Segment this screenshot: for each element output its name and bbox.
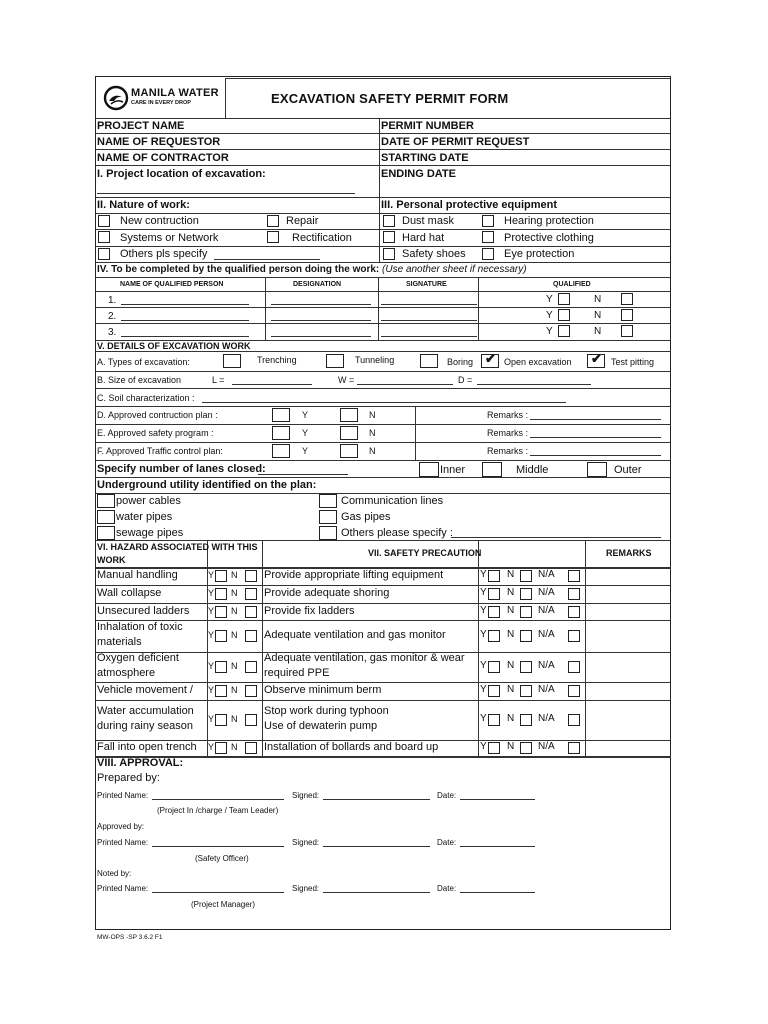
precaution-yes-label: Y xyxy=(480,684,487,695)
designation-blank[interactable] xyxy=(271,304,371,305)
hazard-yes-label: Y xyxy=(208,630,215,640)
hazard-no-checkbox[interactable] xyxy=(245,606,257,618)
role-noted: (Project Manager) xyxy=(191,900,256,909)
brand-tagline: CARE IN EVERY DROP xyxy=(131,100,191,106)
printed-name-label: Printed Name: xyxy=(97,884,149,893)
no-label: N xyxy=(594,310,602,321)
gas-pipes-checkbox[interactable] xyxy=(319,510,337,524)
hazard-yes-label: Y xyxy=(208,570,215,580)
qualified-heading-text: IV. To be completed by the qualified person doing the work: xyxy=(97,264,380,275)
sewage-pipes-label: sewage pipes xyxy=(116,527,184,539)
contractor-label: NAME OF CONTRACTOR xyxy=(97,152,229,164)
date-blank[interactable] xyxy=(460,846,535,847)
printed-name-blank[interactable] xyxy=(152,892,284,893)
plan-f-yes-label: Y xyxy=(302,446,309,456)
col-designation: DESIGNATION xyxy=(293,281,342,288)
plan-f-no-checkbox[interactable] xyxy=(340,444,358,458)
no-label: N xyxy=(594,326,602,337)
repair-checkbox[interactable] xyxy=(267,215,279,227)
precaution-no-checkbox[interactable] xyxy=(520,685,532,697)
precaution-no-label: N xyxy=(507,741,515,752)
precaution-yes-label: Y xyxy=(480,741,487,752)
plan-e-remarks-label: Remarks : xyxy=(487,428,529,438)
designation-blank[interactable] xyxy=(271,336,371,337)
plan-f-remarks-blank[interactable] xyxy=(530,455,661,456)
utility-heading: Underground utility identified on the plan: xyxy=(97,479,317,491)
precaution-na-checkbox[interactable] xyxy=(568,570,580,582)
precaution-yes-label: Y xyxy=(480,587,487,598)
hazard-no-label: N xyxy=(231,742,238,752)
hazard-yes-label: Y xyxy=(208,742,215,752)
precaution-no-checkbox[interactable] xyxy=(520,661,532,673)
others-specify-checkbox[interactable] xyxy=(98,248,110,260)
name-blank[interactable] xyxy=(121,304,249,305)
yes-label: Y xyxy=(546,294,553,305)
yes-checkbox[interactable] xyxy=(558,325,570,337)
location-blank[interactable] xyxy=(97,193,355,194)
precaution-na-label: N/A xyxy=(538,660,555,671)
precaution-yes-checkbox[interactable] xyxy=(488,630,500,642)
precaution-text: Provide appropriate lifting equipment xyxy=(264,569,444,581)
new-construction-checkbox[interactable] xyxy=(98,215,110,227)
communication-lines-checkbox[interactable] xyxy=(319,494,337,508)
no-label: N xyxy=(594,294,602,305)
hazard-text: Manual handling xyxy=(97,569,178,581)
role-prepared: (Project In /charge / Team Leader) xyxy=(157,806,279,815)
safety-shoes-label: Safety shoes xyxy=(402,248,466,260)
hazard-col-line2: WORK xyxy=(97,555,126,565)
others-specify-label: Others pls specify xyxy=(120,248,208,260)
date-label: Date: xyxy=(437,884,457,893)
gas-pipes-label: Gas pipes xyxy=(341,511,391,523)
rectification-label: Rectification xyxy=(292,232,352,244)
size-l-blank[interactable] xyxy=(232,384,312,385)
hazard-no-label: N xyxy=(231,630,238,640)
hazard-yes-checkbox[interactable] xyxy=(215,685,227,697)
plan-d-no-label: N xyxy=(369,410,376,420)
precaution-yes-label: Y xyxy=(480,604,487,616)
signed-blank[interactable] xyxy=(323,846,430,847)
precaution-no-label: N xyxy=(507,713,515,724)
qualified-heading-note: (Use another sheet if necessary) xyxy=(382,264,527,275)
yes-checkbox[interactable] xyxy=(558,293,570,305)
signed-blank[interactable] xyxy=(323,892,430,893)
precaution-no-label: N xyxy=(507,604,515,616)
precaution-text: Stop work during typhoon xyxy=(264,705,389,717)
precaution-yes-checkbox[interactable] xyxy=(488,588,500,600)
date-request-label: DATE OF PERMIT REQUEST xyxy=(381,136,530,148)
size-d-label: D = xyxy=(458,375,473,385)
precaution-yes-checkbox[interactable] xyxy=(488,685,500,697)
size-d-blank[interactable] xyxy=(477,384,591,385)
row-divider xyxy=(95,682,671,683)
noted-by-label: Noted by: xyxy=(97,869,132,878)
precaution-na-label: N/A xyxy=(538,684,555,695)
eye-protection-checkbox[interactable] xyxy=(482,248,494,260)
remarks-cell[interactable] xyxy=(586,741,670,755)
signature-blank[interactable] xyxy=(381,320,477,321)
starting-date-label: STARTING DATE xyxy=(381,152,469,164)
yes-label: Y xyxy=(546,326,553,337)
hazard-no-checkbox[interactable] xyxy=(245,630,257,642)
name-blank[interactable] xyxy=(121,336,249,337)
col-signature: SIGNATURE xyxy=(406,281,447,288)
plan-d-label: D. Approved contruction plan : xyxy=(97,410,218,420)
precaution-no-label: N xyxy=(507,660,515,671)
lanes-blank[interactable] xyxy=(258,474,348,475)
size-w-label: W = xyxy=(338,375,355,385)
printed-name-blank[interactable] xyxy=(152,846,284,847)
plan-e-remarks-blank[interactable] xyxy=(530,437,661,438)
communication-lines-label: Communication lines xyxy=(341,495,444,507)
hard-hat-label: Hard hat xyxy=(402,232,445,244)
printed-name-label: Printed Name: xyxy=(97,791,149,800)
hazard-yes-label: Y xyxy=(208,605,215,616)
precaution-no-label: N xyxy=(507,587,515,598)
new-construction-label: New contruction xyxy=(120,215,199,227)
plan-f-label: F. Approved Traffic control plan: xyxy=(97,446,223,456)
row-number: 2. xyxy=(108,311,117,322)
hazard-no-checkbox[interactable] xyxy=(245,742,257,754)
tunneling-checkbox[interactable] xyxy=(326,354,344,368)
yes-label: Y xyxy=(546,310,553,321)
remarks-cell[interactable] xyxy=(586,621,670,651)
soil-blank[interactable] xyxy=(202,402,566,403)
precaution-no-label: N xyxy=(507,569,515,580)
water-pipes-label: water pipes xyxy=(116,511,173,523)
precaution-text: Adequate ventilation, gas monitor & wear xyxy=(264,652,465,664)
hazard-yes-label: Y xyxy=(208,661,215,671)
plan-f-yes-checkbox[interactable] xyxy=(272,444,290,458)
hazard-yes-checkbox[interactable] xyxy=(215,661,227,673)
dust-mask-label: Dust mask xyxy=(402,215,454,227)
plan-d-remarks-blank[interactable] xyxy=(530,419,661,420)
boring-label: Boring xyxy=(447,357,474,367)
others-utility-blank[interactable] xyxy=(451,537,661,538)
col-qualified-name: NAME OF QUALIFIED PERSON xyxy=(120,281,224,288)
hazard-yes-checkbox[interactable] xyxy=(215,570,227,582)
hazard-text: Wall collapse xyxy=(97,587,162,599)
remarks-cell[interactable] xyxy=(586,701,670,739)
precaution-no-checkbox[interactable] xyxy=(520,742,532,754)
plan-d-yes-label: Y xyxy=(302,410,309,420)
printed-name-label: Printed Name: xyxy=(97,838,149,847)
power-cables-label: power cables xyxy=(116,495,181,507)
hazard-no-checkbox[interactable] xyxy=(245,661,257,673)
permit-number-label: PERMIT NUMBER xyxy=(381,120,474,132)
precaution-no-label: N xyxy=(507,684,515,695)
eye-protection-label: Eye protection xyxy=(504,248,575,260)
printed-name-blank[interactable] xyxy=(152,799,284,800)
qualified-heading xyxy=(97,264,527,275)
remarks-col: REMARKS xyxy=(606,548,652,558)
precaution-col: VII. SAFETY PRECAUTION xyxy=(368,548,482,558)
size-l-label: L = xyxy=(212,375,225,385)
hazard-text: Water accumulation xyxy=(97,705,194,717)
precaution-na-label: N/A xyxy=(538,604,555,616)
precaution-no-label: N xyxy=(507,629,515,640)
precaution-no-checkbox[interactable] xyxy=(520,714,532,726)
hazard-text: atmosphere xyxy=(97,667,156,679)
precaution-no-checkbox[interactable] xyxy=(520,570,532,582)
approval-heading: VIII. APPROVAL: xyxy=(97,757,184,769)
requestor-label: NAME OF REQUESTOR xyxy=(97,136,221,148)
brand-name: MANILA WATER xyxy=(131,87,219,99)
date-blank[interactable] xyxy=(460,892,535,893)
safety-shoes-checkbox[interactable] xyxy=(383,248,395,260)
lanes-label: Specify number of lanes closed: xyxy=(97,463,266,475)
precaution-no-checkbox[interactable] xyxy=(520,606,532,618)
manila-water-logo-icon xyxy=(103,85,129,111)
water-pipes-checkbox[interactable] xyxy=(97,510,115,524)
trenching-label: Trenching xyxy=(257,355,297,365)
types-label: A. Types of excavation: xyxy=(97,357,190,367)
signature-blank[interactable] xyxy=(381,304,477,305)
precaution-na-label: N/A xyxy=(538,587,555,598)
prepared-by-label: Prepared by: xyxy=(97,772,160,784)
date-label: Date: xyxy=(437,838,457,847)
precaution-na-checkbox[interactable] xyxy=(568,714,580,726)
soil-label: C. Soil characterization : xyxy=(97,393,195,403)
plan-e-yes-label: Y xyxy=(302,428,309,438)
hazard-text: Fall into open trench xyxy=(97,741,197,753)
precaution-text: Provide fix ladders xyxy=(264,604,355,617)
hazard-yes-checkbox[interactable] xyxy=(215,714,227,726)
row-number: 3. xyxy=(108,327,117,338)
systems-network-label: Systems or Network xyxy=(120,232,219,244)
hazard-yes-label: Y xyxy=(208,714,215,724)
hazard-yes-checkbox[interactable] xyxy=(215,588,227,600)
precaution-na-checkbox[interactable] xyxy=(568,685,580,697)
protective-clothing-label: Protective clothing xyxy=(504,232,594,244)
precaution-na-label: N/A xyxy=(538,713,555,724)
precaution-yes-label: Y xyxy=(480,660,487,671)
precaution-na-checkbox[interactable] xyxy=(568,630,580,642)
precaution-yes-checkbox[interactable] xyxy=(488,570,500,582)
precaution-text: Adequate ventilation and gas monitor xyxy=(264,629,446,641)
plan-e-no-checkbox[interactable] xyxy=(340,426,358,440)
plan-d-remarks-label: Remarks : xyxy=(487,410,529,420)
hazard-no-label: N xyxy=(231,588,238,598)
hazard-text: Oxygen deficient xyxy=(97,652,179,664)
precaution-text: Provide adequate shoring xyxy=(264,587,390,599)
hazard-no-label: N xyxy=(231,714,238,724)
form-title: EXCAVATION SAFETY PERMIT FORM xyxy=(271,91,509,106)
hazard-yes-checkbox[interactable] xyxy=(215,742,227,754)
date-blank[interactable] xyxy=(460,799,535,800)
hazard-text: Inhalation of toxic xyxy=(97,621,183,633)
hazard-col-line1: VI. HAZARD ASSOCIATED WITH THIS xyxy=(97,542,258,552)
others-specify-blank[interactable] xyxy=(214,259,320,260)
precaution-na-checkbox[interactable] xyxy=(568,742,580,754)
rectification-checkbox[interactable] xyxy=(267,231,279,243)
lane-middle-checkbox[interactable] xyxy=(482,462,502,477)
lane-inner-label: Inner xyxy=(440,464,466,476)
plan-d-yes-checkbox[interactable] xyxy=(272,408,290,422)
precaution-yes-label: Y xyxy=(480,713,487,724)
ending-date-label: ENDING DATE xyxy=(381,168,456,180)
col-qualified: QUALIFIED xyxy=(553,281,591,288)
others-utility-label: Others please specify : xyxy=(341,527,453,539)
plan-e-label: E. Approved safety program : xyxy=(97,428,214,438)
test-pitting-label: Test pitting xyxy=(611,357,655,367)
date-label: Date: xyxy=(437,791,457,800)
hazard-text: Unsecured ladders xyxy=(97,604,190,617)
repair-label: Repair xyxy=(286,215,319,227)
remarks-cell[interactable] xyxy=(586,604,670,619)
remarks-cell[interactable] xyxy=(586,653,670,681)
precaution-text: Use of dewaterin pump xyxy=(264,720,378,732)
precaution-yes-checkbox[interactable] xyxy=(488,714,500,726)
hearing-protection-label: Hearing protection xyxy=(504,215,594,227)
hazard-no-label: N xyxy=(231,570,238,580)
power-cables-checkbox[interactable] xyxy=(97,494,115,508)
precaution-na-checkbox[interactable] xyxy=(568,661,580,673)
tunneling-label: Tunneling xyxy=(355,355,395,365)
plan-f-remarks-label: Remarks : xyxy=(487,446,529,456)
precaution-na-checkbox[interactable] xyxy=(568,606,580,618)
hazard-no-checkbox[interactable] xyxy=(245,714,257,726)
signed-label: Signed: xyxy=(292,838,320,847)
precaution-yes-label: Y xyxy=(480,629,487,640)
no-checkbox[interactable] xyxy=(621,309,633,321)
signed-label: Signed: xyxy=(292,791,320,800)
row-divider xyxy=(95,700,671,701)
hazard-text: during rainy season xyxy=(97,720,194,732)
precaution-text: required PPE xyxy=(264,667,330,679)
project-name-label: PROJECT NAME xyxy=(97,120,185,132)
lane-outer-checkbox[interactable] xyxy=(587,462,607,477)
yes-checkbox[interactable] xyxy=(558,309,570,321)
row-number: 1. xyxy=(108,295,117,306)
size-w-blank[interactable] xyxy=(357,384,453,385)
precaution-na-label: N/A xyxy=(538,741,555,752)
dust-mask-checkbox[interactable] xyxy=(383,215,395,227)
ppe-heading: III. Personal protective equipment xyxy=(381,199,558,211)
others-utility-checkbox[interactable] xyxy=(319,526,337,540)
precaution-text: Installation of bollards and board up xyxy=(264,741,439,753)
open-excavation-label: Open excavation xyxy=(504,357,572,367)
hazard-no-checkbox[interactable] xyxy=(245,685,257,697)
hazard-text: Vehicle movement / xyxy=(97,684,193,696)
plan-f-no-label: N xyxy=(369,446,376,456)
precaution-text: Observe minimum berm xyxy=(264,684,382,696)
trenching-checkbox[interactable] xyxy=(223,354,241,368)
lane-inner-checkbox[interactable] xyxy=(419,462,439,477)
hazard-yes-label: Y xyxy=(208,588,215,598)
name-blank[interactable] xyxy=(121,320,249,321)
plan-d-no-checkbox[interactable] xyxy=(340,408,358,422)
hazard-yes-label: Y xyxy=(208,685,215,695)
designation-blank[interactable] xyxy=(271,320,371,321)
precaution-no-checkbox[interactable] xyxy=(520,588,532,600)
hazard-text: materials xyxy=(97,636,142,648)
details-heading: V. DETAILS OF EXCAVATION WORK xyxy=(97,341,251,351)
size-label: B. Size of excavation xyxy=(97,375,182,385)
hazard-no-checkbox[interactable] xyxy=(245,570,257,582)
precaution-yes-checkbox[interactable] xyxy=(488,606,500,618)
boring-checkbox[interactable] xyxy=(420,354,438,368)
precaution-yes-label: Y xyxy=(480,569,487,580)
role-approved: (Safety Officer) xyxy=(195,854,249,863)
signature-blank[interactable] xyxy=(381,336,477,337)
open-excavation-checkmark-icon: ✔ xyxy=(485,351,496,366)
hazard-no-label: N xyxy=(231,661,238,671)
approved-by-label: Approved by: xyxy=(97,822,145,831)
plan-e-no-label: N xyxy=(369,428,376,438)
precaution-yes-checkbox[interactable] xyxy=(488,742,500,754)
remarks-cell[interactable] xyxy=(586,683,670,699)
systems-network-checkbox[interactable] xyxy=(98,231,110,243)
precaution-na-checkbox[interactable] xyxy=(568,588,580,600)
nature-heading: II. Nature of work: xyxy=(97,199,190,211)
lane-middle-label: Middle xyxy=(516,464,549,476)
hard-hat-checkbox[interactable] xyxy=(383,231,395,243)
plan-e-yes-checkbox[interactable] xyxy=(272,426,290,440)
sewage-pipes-checkbox[interactable] xyxy=(97,526,115,540)
no-checkbox[interactable] xyxy=(621,325,633,337)
hazard-no-checkbox[interactable] xyxy=(245,588,257,600)
hazard-yes-checkbox[interactable] xyxy=(215,606,227,618)
precaution-na-label: N/A xyxy=(538,569,555,580)
signed-label: Signed: xyxy=(292,884,320,893)
precaution-no-checkbox[interactable] xyxy=(520,630,532,642)
signed-blank[interactable] xyxy=(323,799,430,800)
hazard-no-label: N xyxy=(231,605,238,616)
remarks-cell[interactable] xyxy=(586,586,670,602)
precaution-na-label: N/A xyxy=(538,629,555,640)
protective-clothing-checkbox[interactable] xyxy=(482,231,494,243)
hazard-no-label: N xyxy=(231,685,238,695)
row-divider xyxy=(95,585,671,586)
hearing-protection-checkbox[interactable] xyxy=(482,215,494,227)
test-pitting-checkmark-icon: ✔ xyxy=(591,351,602,366)
no-checkbox[interactable] xyxy=(621,293,633,305)
footer-code: MW-OPS -SP 3.6.2 F1 xyxy=(97,934,163,941)
remarks-cell[interactable] xyxy=(586,568,670,584)
lane-outer-label: Outer xyxy=(614,464,642,476)
hazard-yes-checkbox[interactable] xyxy=(215,630,227,642)
location-label: I. Project location of excavation: xyxy=(97,168,266,180)
precaution-yes-checkbox[interactable] xyxy=(488,661,500,673)
